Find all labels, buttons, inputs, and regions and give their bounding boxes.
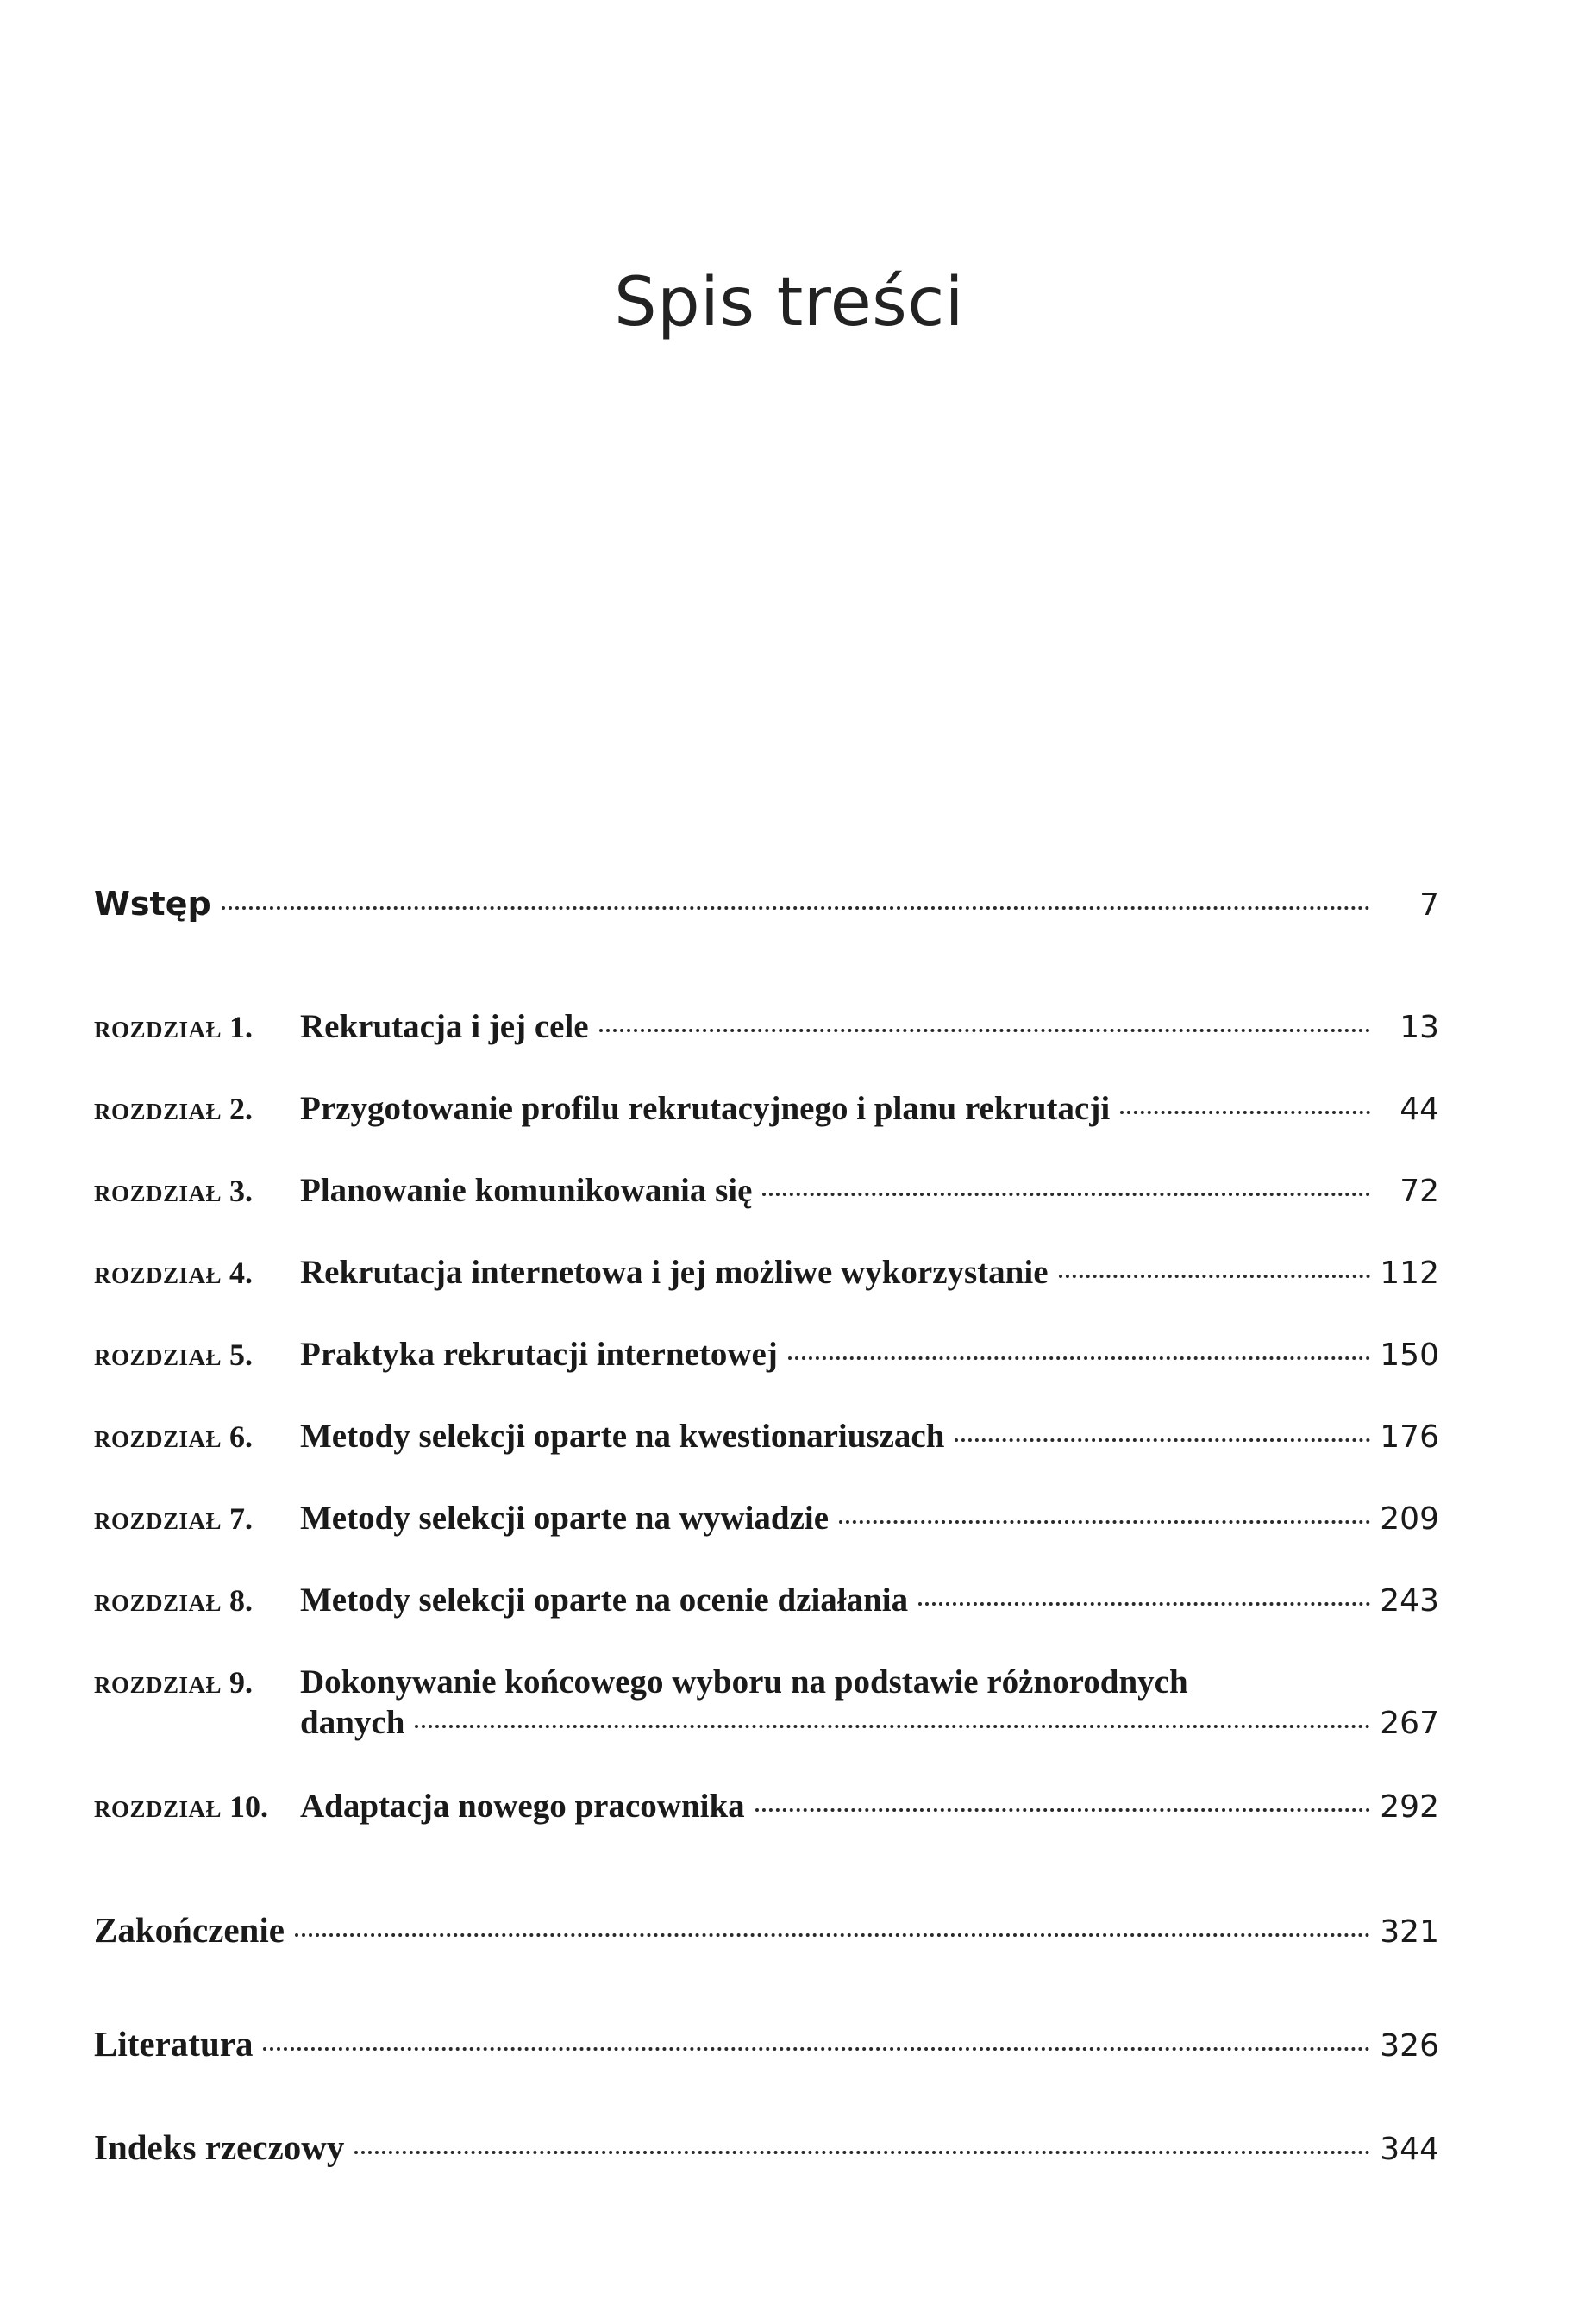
dot-leader: [839, 1520, 1370, 1524]
toc-entry-chapter-9[interactable]: [94, 1663, 1439, 1742]
chapter-number: 6.: [229, 1419, 254, 1454]
dot-leader: [788, 1356, 1370, 1360]
chapter-prefix: ROZDZIAŁ: [94, 1508, 222, 1534]
chapter-prefix: ROZDZIAŁ: [94, 1672, 222, 1698]
toc-page-number: 267: [1380, 1706, 1439, 1741]
chapter-label: [94, 1419, 300, 1455]
toc-entry-chapter-6[interactable]: [94, 1417, 1439, 1456]
toc-page-number: 13: [1400, 1010, 1439, 1045]
dot-leader: [1059, 1275, 1370, 1278]
toc-page-number: 326: [1380, 2028, 1439, 2064]
toc-page-number: 72: [1400, 1174, 1439, 1209]
dot-leader: [354, 2151, 1370, 2154]
chapter-number: 10.: [229, 1789, 269, 1824]
toc-entry-title: Zakończenie: [94, 1910, 285, 1950]
dot-leader: [222, 906, 1370, 910]
toc-entry-chapter-1[interactable]: [94, 1007, 1439, 1046]
chapter-prefix: ROZDZIAŁ: [94, 1017, 222, 1043]
toc-entry-title: Metody selekcji oparte na ocenie działania: [300, 1582, 909, 1619]
chapter-number: 2.: [229, 1092, 254, 1126]
toc-entry-title: Rekrutacja i jej cele: [300, 1008, 589, 1045]
toc-entry-title: Rekrutacja internetowa i jej możliwe wykorzystanie: [300, 1254, 1049, 1291]
chapter-number: 1.: [229, 1010, 254, 1044]
toc-entry-intro[interactable]: [94, 885, 1439, 923]
toc-page-number: 150: [1380, 1337, 1439, 1373]
toc-entry-title: Przygotowanie profilu rekrutacyjnego i planu rekrutacji: [300, 1090, 1111, 1127]
toc-entry-chapter-8[interactable]: [94, 1581, 1439, 1619]
toc-page-number: 7: [1419, 887, 1439, 923]
toc-entry-title: Dokonywanie końcowego wyboru na podstawie różnorodnych: [300, 1663, 1188, 1701]
toc-entry-conclusion[interactable]: [94, 1909, 1439, 1951]
toc-entry-title: Literatura: [94, 2024, 254, 2064]
toc-entry-title: Praktyka rekrutacji internetowej: [300, 1336, 778, 1373]
dot-leader: [955, 1438, 1370, 1442]
toc-entry-chapter-4[interactable]: [94, 1253, 1439, 1292]
dot-leader: [415, 1725, 1370, 1728]
toc-entry-bibliography[interactable]: [94, 2023, 1439, 2064]
chapter-prefix: ROZDZIAŁ: [94, 1181, 222, 1206]
chapter-prefix: ROZDZIAŁ: [94, 1344, 222, 1370]
toc-entry-title: Planowanie komunikowania się: [300, 1172, 753, 1209]
toc-page-number: 209: [1380, 1501, 1439, 1537]
toc-entry-chapter-3[interactable]: [94, 1171, 1439, 1210]
chapter-prefix: ROZDZIAŁ: [94, 1590, 222, 1616]
dot-leader: [755, 1808, 1370, 1812]
toc-page-number: 344: [1380, 2132, 1439, 2167]
chapter-label: [94, 1255, 300, 1291]
toc-entry-title: Adaptacja nowego pracownika: [300, 1788, 745, 1825]
toc-page-number: 243: [1380, 1583, 1439, 1619]
toc-page-number: 292: [1380, 1789, 1439, 1825]
chapter-prefix: ROZDZIAŁ: [94, 1262, 222, 1288]
toc-entry-title-continued: danych: [300, 1704, 405, 1741]
chapter-label: [94, 1582, 300, 1619]
chapter-label: [94, 1664, 300, 1701]
toc-page-number: 112: [1380, 1256, 1439, 1291]
chapter-label: [94, 1500, 300, 1537]
chapter-number: 9.: [229, 1665, 254, 1700]
toc-entry-title: Metody selekcji oparte na wywiadzie: [300, 1500, 830, 1537]
chapter-number: 7.: [229, 1501, 254, 1536]
dot-leader: [762, 1193, 1370, 1196]
chapter-label: [94, 1788, 300, 1825]
chapter-number: 5.: [229, 1337, 254, 1372]
toc-page-number: 321: [1380, 1914, 1439, 1950]
toc-entry-title: Metody selekcji oparte na kwestionariuszach: [300, 1418, 945, 1455]
chapter-prefix: ROZDZIAŁ: [94, 1426, 222, 1452]
toc-entry-chapter-2[interactable]: [94, 1089, 1439, 1128]
chapter-label: [94, 1009, 300, 1045]
chapter-prefix: ROZDZIAŁ: [94, 1796, 222, 1822]
dot-leader: [1120, 1111, 1370, 1114]
toc-entry-chapter-10[interactable]: [94, 1787, 1439, 1826]
toc-entry-title: Wstęp: [94, 885, 211, 923]
chapter-label: [94, 1337, 300, 1373]
dot-leader: [599, 1029, 1370, 1032]
chapter-number: 3.: [229, 1174, 254, 1208]
chapter-number: 4.: [229, 1256, 254, 1290]
toc-entry-chapter-7[interactable]: [94, 1499, 1439, 1538]
dot-leader: [918, 1602, 1370, 1606]
dot-leader: [295, 1933, 1370, 1937]
page-title: Spis treści: [614, 264, 964, 341]
chapter-number: 8.: [229, 1583, 254, 1618]
toc-entry-chapter-5[interactable]: [94, 1335, 1439, 1374]
toc-entry-title: Indeks rzeczowy: [94, 2127, 345, 2167]
toc-page-number: 176: [1380, 1419, 1439, 1455]
chapter-label: [94, 1091, 300, 1127]
toc-page-number: 44: [1400, 1092, 1439, 1127]
chapter-label: [94, 1173, 300, 1209]
toc-entry-index[interactable]: [94, 2127, 1439, 2168]
chapter-prefix: ROZDZIAŁ: [94, 1099, 222, 1124]
dot-leader: [263, 2047, 1370, 2051]
